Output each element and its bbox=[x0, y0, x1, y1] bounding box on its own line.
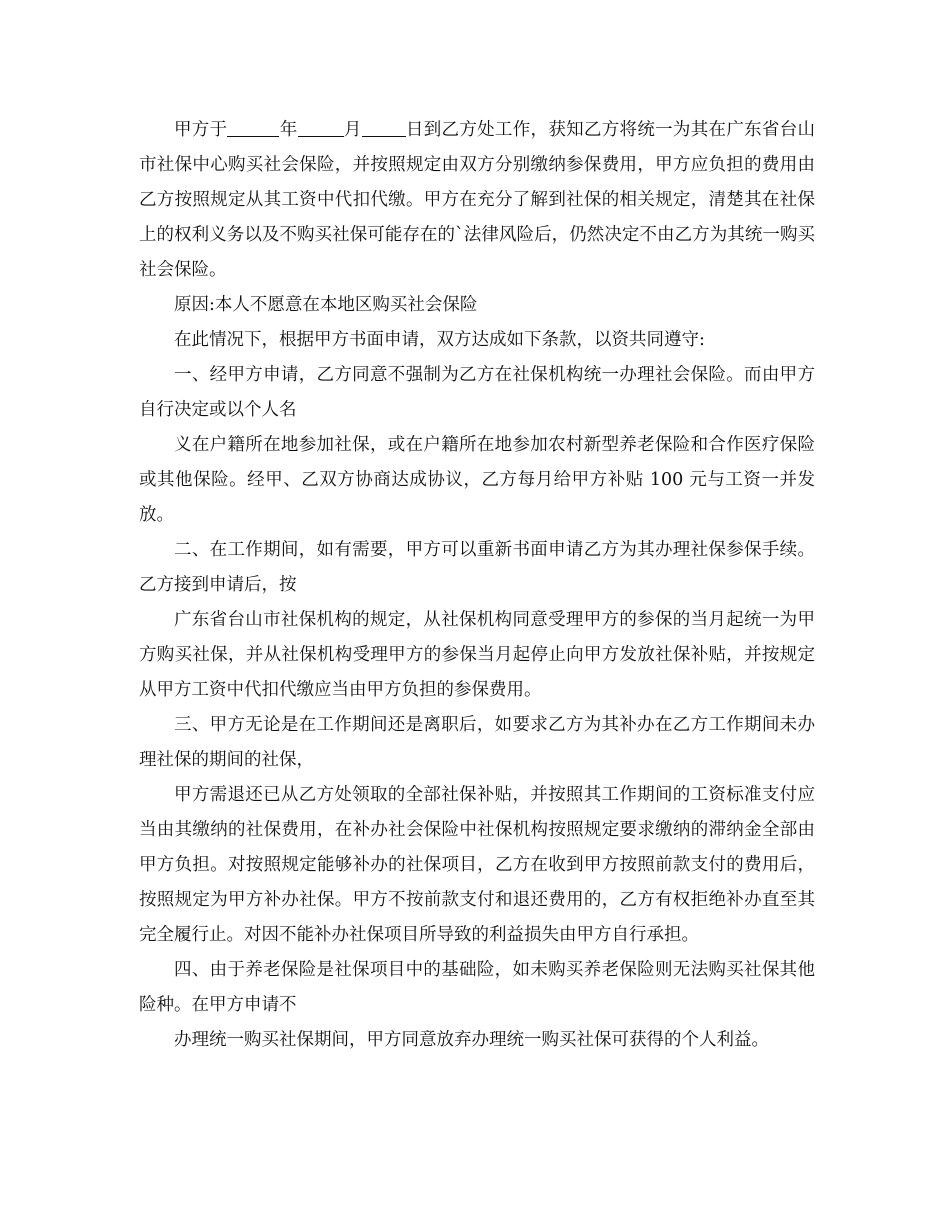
intro-paragraph bbox=[139, 113, 815, 288]
clause-three: 三、甲方无论是在工作期间还是离职后，如要求乙方为其补办在乙方工作期间未办理社保的期间的社保， bbox=[139, 715, 815, 770]
paragraph-preamble: 在此情况下，根据甲方书面申请，双方达成如下条款，以资共同遵守: bbox=[174, 330, 705, 350]
month-blank bbox=[298, 119, 344, 138]
clause-three-continued: 甲方需退还已从乙方处领取的全部社保补贴，并按照其工作期间的工资标准支付应当由其缴纳的社保费用，在补办社会保险中社保机构按照规定要求缴纳的滞纳金全部由甲方负担。对按照规定能够补办的社保项目，乙方在收到甲方按照前款支付的费用后，按照规定为甲方补办社保。甲方不按前款支付和退还费用的，乙方有权拒绝补办直至其完全履行止。对因不能补办社保项目所导致的利益损失由甲方自行承担。 bbox=[139, 785, 815, 945]
clause-four-continued: 办理统一购买社保期间，甲方同意放弃办理统一购买社保可获得的个人利益。 bbox=[174, 1030, 769, 1050]
clause-two-continued: 广东省台山市社保机构的规定，从社保机构同意受理甲方的参保的当月起统一为甲方购买社保，并从社保机构受理甲方的参保当月起停止向甲方发放社保补贴，并按规定从甲方工资中代扣代缴应当由甲方负担的参保费用。 bbox=[139, 610, 815, 700]
clause-two: 二、在工作期间，如有需要，甲方可以重新书面申请乙方为其办理社保参保手续。乙方接到申请后，按 bbox=[139, 540, 815, 595]
intro-rest: 日到乙方处工作，获知乙方将统一为其在广东省台山市社保中心购买社会保险，并按照规定由双方分别缴纳参保费用，甲方应负担的费用由乙方按照规定从其工资中代扣代缴。甲方在充分了解到社保的相关规定，清楚其在社保上的权利义务以及不购买社保可能存在的`法律风险后，仍然决定不由乙方为其统一购买社会保险。 bbox=[139, 120, 816, 280]
intro-year: 年 bbox=[279, 120, 298, 140]
paragraph-reason: 原因:本人不愿意在本地区购买社会保险 bbox=[174, 295, 478, 315]
clause-one-continued: 义在户籍所在地参加社保，或在户籍所在地参加农村新型养老保险和合作医疗保险或其他保险。经甲、乙双方协商达成协议，乙方每月给甲方补贴 100 元与工资一并发放。 bbox=[139, 435, 815, 525]
document-page bbox=[139, 113, 815, 1058]
year-blank bbox=[227, 119, 279, 138]
clause-four: 四、由于养老保险是社保项目中的基础险，如未购买养老保险则无法购买社保其他险种。在甲方申请不 bbox=[139, 960, 815, 1015]
day-blank bbox=[362, 119, 406, 138]
intro-part1: 甲方于 bbox=[174, 120, 228, 140]
intro-month: 月 bbox=[343, 120, 362, 140]
clause-one: 一、经甲方申请，乙方同意不强制为乙方在社保机构统一办理社会保险。而由甲方自行决定或以个人名 bbox=[139, 365, 815, 420]
